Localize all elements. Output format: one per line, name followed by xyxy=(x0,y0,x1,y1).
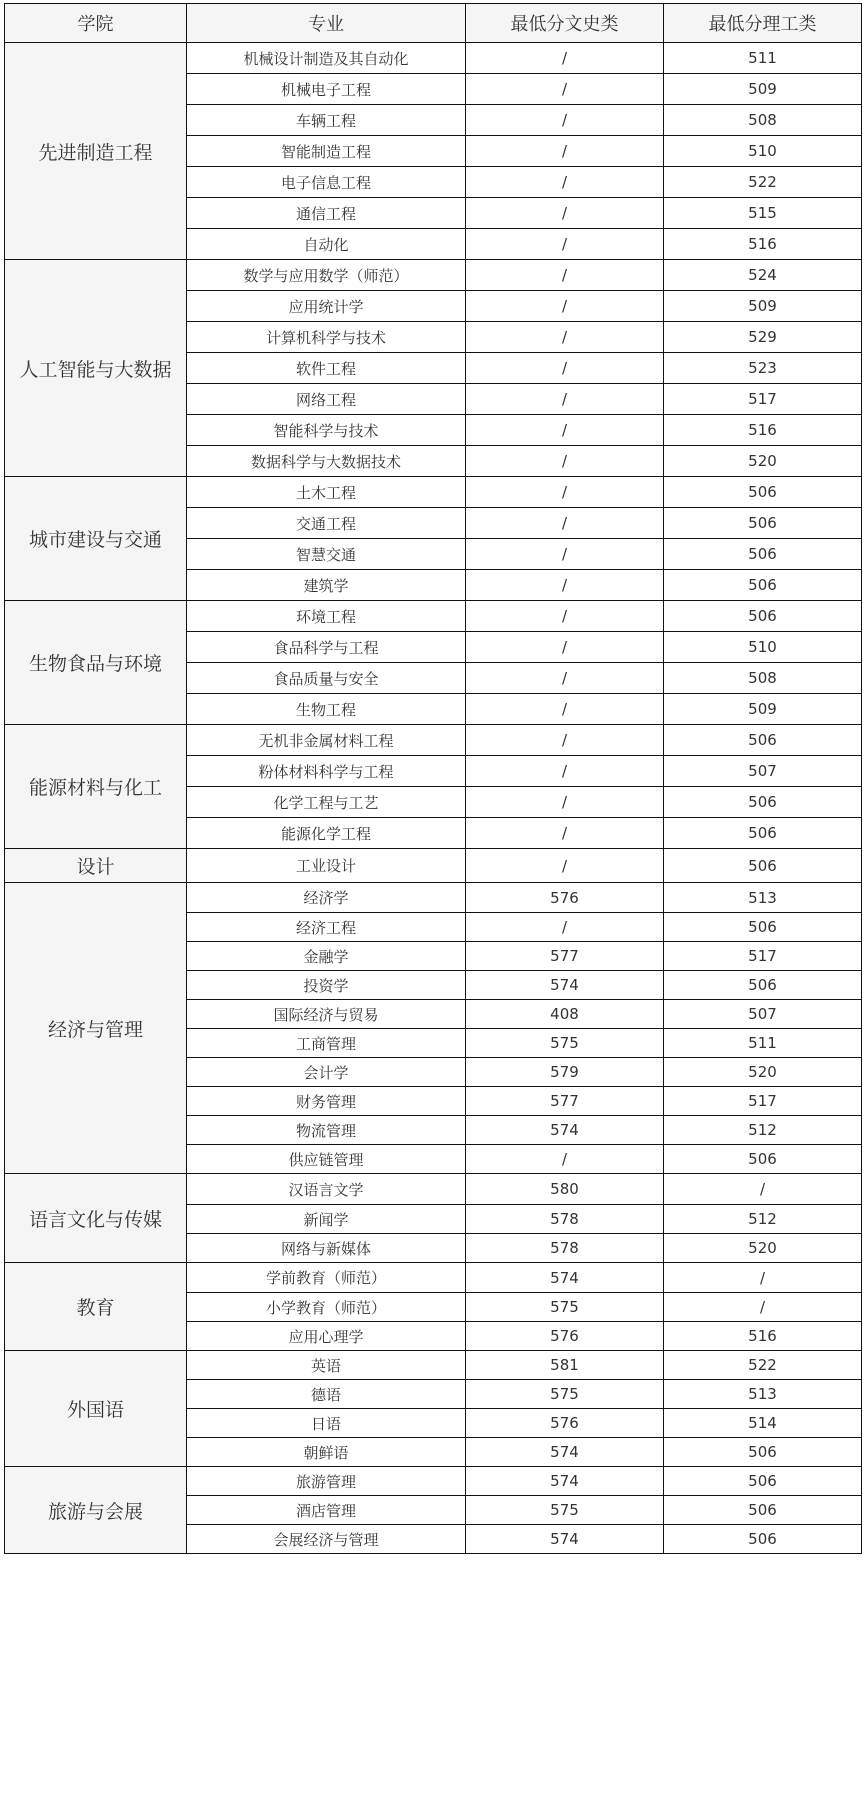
college-cell: 经济与管理 xyxy=(5,883,187,1174)
min-arts-cell: / xyxy=(466,105,664,136)
major-cell: 工商管理 xyxy=(187,1029,466,1058)
min-science-cell: 506 xyxy=(664,601,862,632)
min-arts-cell: 580 xyxy=(466,1174,664,1205)
major-cell: 环境工程 xyxy=(187,601,466,632)
min-arts-cell: / xyxy=(466,446,664,477)
min-arts-cell: / xyxy=(466,663,664,694)
major-cell: 德语 xyxy=(187,1380,466,1409)
table-row xyxy=(5,260,862,291)
min-science-cell: 529 xyxy=(664,322,862,353)
major-cell: 无机非金属材料工程 xyxy=(187,725,466,756)
major-cell: 朝鲜语 xyxy=(187,1438,466,1467)
major-cell: 网络工程 xyxy=(187,384,466,415)
table-row xyxy=(5,477,862,508)
min-science-cell: 516 xyxy=(664,229,862,260)
header-major: 专业 xyxy=(187,4,466,43)
min-arts-cell: 576 xyxy=(466,1322,664,1351)
admission-scores-table xyxy=(4,3,862,1554)
major-cell: 应用心理学 xyxy=(187,1322,466,1351)
major-cell: 工业设计 xyxy=(187,849,466,883)
table-row xyxy=(5,43,862,74)
min-science-cell: 520 xyxy=(664,446,862,477)
major-cell: 智慧交通 xyxy=(187,539,466,570)
min-science-cell: 517 xyxy=(664,384,862,415)
major-cell: 会展经济与管理 xyxy=(187,1525,466,1554)
table-row xyxy=(5,849,862,883)
major-cell: 建筑学 xyxy=(187,570,466,601)
min-arts-cell: 575 xyxy=(466,1293,664,1322)
min-arts-cell: / xyxy=(466,849,664,883)
major-cell: 车辆工程 xyxy=(187,105,466,136)
college-cell: 先进制造工程 xyxy=(5,43,187,260)
table-row xyxy=(5,725,862,756)
college-cell: 外国语 xyxy=(5,1351,187,1467)
min-arts-cell: 577 xyxy=(466,1087,664,1116)
college-cell: 设计 xyxy=(5,849,187,883)
min-science-cell: 506 xyxy=(664,787,862,818)
min-arts-cell: 576 xyxy=(466,883,664,913)
min-science-cell: 511 xyxy=(664,1029,862,1058)
college-cell: 教育 xyxy=(5,1263,187,1351)
min-science-cell: 513 xyxy=(664,883,862,913)
major-cell: 学前教育（师范） xyxy=(187,1263,466,1293)
min-arts-cell: 578 xyxy=(466,1234,664,1263)
min-science-cell: 506 xyxy=(664,1438,862,1467)
min-science-cell: 506 xyxy=(664,849,862,883)
min-science-cell: 515 xyxy=(664,198,862,229)
min-science-cell: 506 xyxy=(664,725,862,756)
min-arts-cell: 574 xyxy=(466,1263,664,1293)
min-science-cell: 506 xyxy=(664,971,862,1000)
min-arts-cell: / xyxy=(466,818,664,849)
min-science-cell: 524 xyxy=(664,260,862,291)
major-cell: 英语 xyxy=(187,1351,466,1380)
major-cell: 新闻学 xyxy=(187,1205,466,1234)
major-cell: 食品质量与安全 xyxy=(187,663,466,694)
min-arts-cell: / xyxy=(466,198,664,229)
min-science-cell: 506 xyxy=(664,1145,862,1174)
min-science-cell: 512 xyxy=(664,1116,862,1145)
min-arts-cell: / xyxy=(466,353,664,384)
major-cell: 国际经济与贸易 xyxy=(187,1000,466,1029)
major-cell: 投资学 xyxy=(187,971,466,1000)
min-arts-cell: / xyxy=(466,694,664,725)
major-cell: 化学工程与工艺 xyxy=(187,787,466,818)
min-arts-cell: / xyxy=(466,1145,664,1174)
min-arts-cell: 574 xyxy=(466,971,664,1000)
min-science-cell: 506 xyxy=(664,818,862,849)
min-arts-cell: 576 xyxy=(466,1409,664,1438)
min-arts-cell: / xyxy=(466,787,664,818)
min-arts-cell: / xyxy=(466,632,664,663)
min-arts-cell: 574 xyxy=(466,1438,664,1467)
major-cell: 机械电子工程 xyxy=(187,74,466,105)
min-science-cell: 510 xyxy=(664,136,862,167)
major-cell: 金融学 xyxy=(187,942,466,971)
min-arts-cell: / xyxy=(466,322,664,353)
min-science-cell: 512 xyxy=(664,1205,862,1234)
major-cell: 供应链管理 xyxy=(187,1145,466,1174)
table-row xyxy=(5,883,862,913)
table-row xyxy=(5,1351,862,1380)
college-cell: 人工智能与大数据 xyxy=(5,260,187,477)
major-cell: 财务管理 xyxy=(187,1087,466,1116)
min-science-cell: 522 xyxy=(664,1351,862,1380)
major-cell: 酒店管理 xyxy=(187,1496,466,1525)
min-arts-cell: 579 xyxy=(466,1058,664,1087)
min-science-cell: 506 xyxy=(664,1496,862,1525)
min-science-cell: 506 xyxy=(664,539,862,570)
major-cell: 经济学 xyxy=(187,883,466,913)
table-row xyxy=(5,1263,862,1293)
table-row xyxy=(5,1467,862,1496)
min-arts-cell: / xyxy=(466,43,664,74)
min-science-cell: 513 xyxy=(664,1380,862,1409)
major-cell: 旅游管理 xyxy=(187,1467,466,1496)
table-row xyxy=(5,601,862,632)
major-cell: 应用统计学 xyxy=(187,291,466,322)
min-science-cell: 506 xyxy=(664,1467,862,1496)
min-arts-cell: 575 xyxy=(466,1029,664,1058)
min-science-cell: 509 xyxy=(664,694,862,725)
major-cell: 会计学 xyxy=(187,1058,466,1087)
min-science-cell: / xyxy=(664,1263,862,1293)
min-science-cell: 523 xyxy=(664,353,862,384)
min-arts-cell: 575 xyxy=(466,1380,664,1409)
major-cell: 经济工程 xyxy=(187,913,466,942)
major-cell: 能源化学工程 xyxy=(187,818,466,849)
min-science-cell: 506 xyxy=(664,913,862,942)
min-arts-cell: / xyxy=(466,291,664,322)
min-science-cell: 506 xyxy=(664,508,862,539)
major-cell: 生物工程 xyxy=(187,694,466,725)
min-arts-cell: / xyxy=(466,384,664,415)
min-science-cell: 508 xyxy=(664,105,862,136)
major-cell: 物流管理 xyxy=(187,1116,466,1145)
min-arts-cell: 574 xyxy=(466,1116,664,1145)
min-science-cell: 506 xyxy=(664,1525,862,1554)
major-cell: 汉语言文学 xyxy=(187,1174,466,1205)
major-cell: 土木工程 xyxy=(187,477,466,508)
min-science-cell: 510 xyxy=(664,632,862,663)
header-min-science: 最低分理工类 xyxy=(664,4,862,43)
major-cell: 智能科学与技术 xyxy=(187,415,466,446)
min-arts-cell: / xyxy=(466,756,664,787)
min-science-cell: 511 xyxy=(664,43,862,74)
major-cell: 软件工程 xyxy=(187,353,466,384)
min-science-cell: 516 xyxy=(664,1322,862,1351)
min-arts-cell: / xyxy=(466,477,664,508)
table-body xyxy=(5,43,862,1554)
college-cell: 城市建设与交通 xyxy=(5,477,187,601)
major-cell: 数据科学与大数据技术 xyxy=(187,446,466,477)
header-college: 学院 xyxy=(5,4,187,43)
header-row xyxy=(5,4,862,43)
major-cell: 日语 xyxy=(187,1409,466,1438)
min-arts-cell: / xyxy=(466,74,664,105)
major-cell: 粉体材料科学与工程 xyxy=(187,756,466,787)
min-science-cell: 506 xyxy=(664,477,862,508)
min-science-cell: 508 xyxy=(664,663,862,694)
min-science-cell: 507 xyxy=(664,756,862,787)
min-arts-cell: 574 xyxy=(466,1525,664,1554)
min-arts-cell: 578 xyxy=(466,1205,664,1234)
min-arts-cell: / xyxy=(466,570,664,601)
major-cell: 自动化 xyxy=(187,229,466,260)
min-science-cell: 520 xyxy=(664,1234,862,1263)
major-cell: 小学教育（师范） xyxy=(187,1293,466,1322)
college-cell: 能源材料与化工 xyxy=(5,725,187,849)
min-arts-cell: / xyxy=(466,415,664,446)
min-arts-cell: / xyxy=(466,508,664,539)
min-science-cell: 522 xyxy=(664,167,862,198)
min-arts-cell: 575 xyxy=(466,1496,664,1525)
major-cell: 数学与应用数学（师范） xyxy=(187,260,466,291)
min-arts-cell: / xyxy=(466,136,664,167)
major-cell: 计算机科学与技术 xyxy=(187,322,466,353)
min-science-cell: 514 xyxy=(664,1409,862,1438)
min-arts-cell: 577 xyxy=(466,942,664,971)
min-arts-cell: 574 xyxy=(466,1467,664,1496)
college-cell: 旅游与会展 xyxy=(5,1467,187,1554)
min-science-cell: 506 xyxy=(664,570,862,601)
major-cell: 机械设计制造及其自动化 xyxy=(187,43,466,74)
min-arts-cell: / xyxy=(466,167,664,198)
major-cell: 智能制造工程 xyxy=(187,136,466,167)
min-science-cell: 507 xyxy=(664,1000,862,1029)
major-cell: 交通工程 xyxy=(187,508,466,539)
min-arts-cell: / xyxy=(466,539,664,570)
min-science-cell: 509 xyxy=(664,74,862,105)
major-cell: 电子信息工程 xyxy=(187,167,466,198)
min-arts-cell: / xyxy=(466,725,664,756)
major-cell: 通信工程 xyxy=(187,198,466,229)
min-science-cell: / xyxy=(664,1293,862,1322)
header-min-arts: 最低分文史类 xyxy=(466,4,664,43)
min-arts-cell: / xyxy=(466,601,664,632)
min-science-cell: 517 xyxy=(664,942,862,971)
major-cell: 网络与新媒体 xyxy=(187,1234,466,1263)
min-arts-cell: 408 xyxy=(466,1000,664,1029)
min-science-cell: 520 xyxy=(664,1058,862,1087)
min-arts-cell: / xyxy=(466,229,664,260)
major-cell: 食品科学与工程 xyxy=(187,632,466,663)
college-cell: 生物食品与环境 xyxy=(5,601,187,725)
min-arts-cell: / xyxy=(466,913,664,942)
table-row xyxy=(5,1174,862,1205)
min-arts-cell: 581 xyxy=(466,1351,664,1380)
min-arts-cell: / xyxy=(466,260,664,291)
college-cell: 语言文化与传媒 xyxy=(5,1174,187,1263)
min-science-cell: / xyxy=(664,1174,862,1205)
min-science-cell: 516 xyxy=(664,415,862,446)
min-science-cell: 517 xyxy=(664,1087,862,1116)
min-science-cell: 509 xyxy=(664,291,862,322)
